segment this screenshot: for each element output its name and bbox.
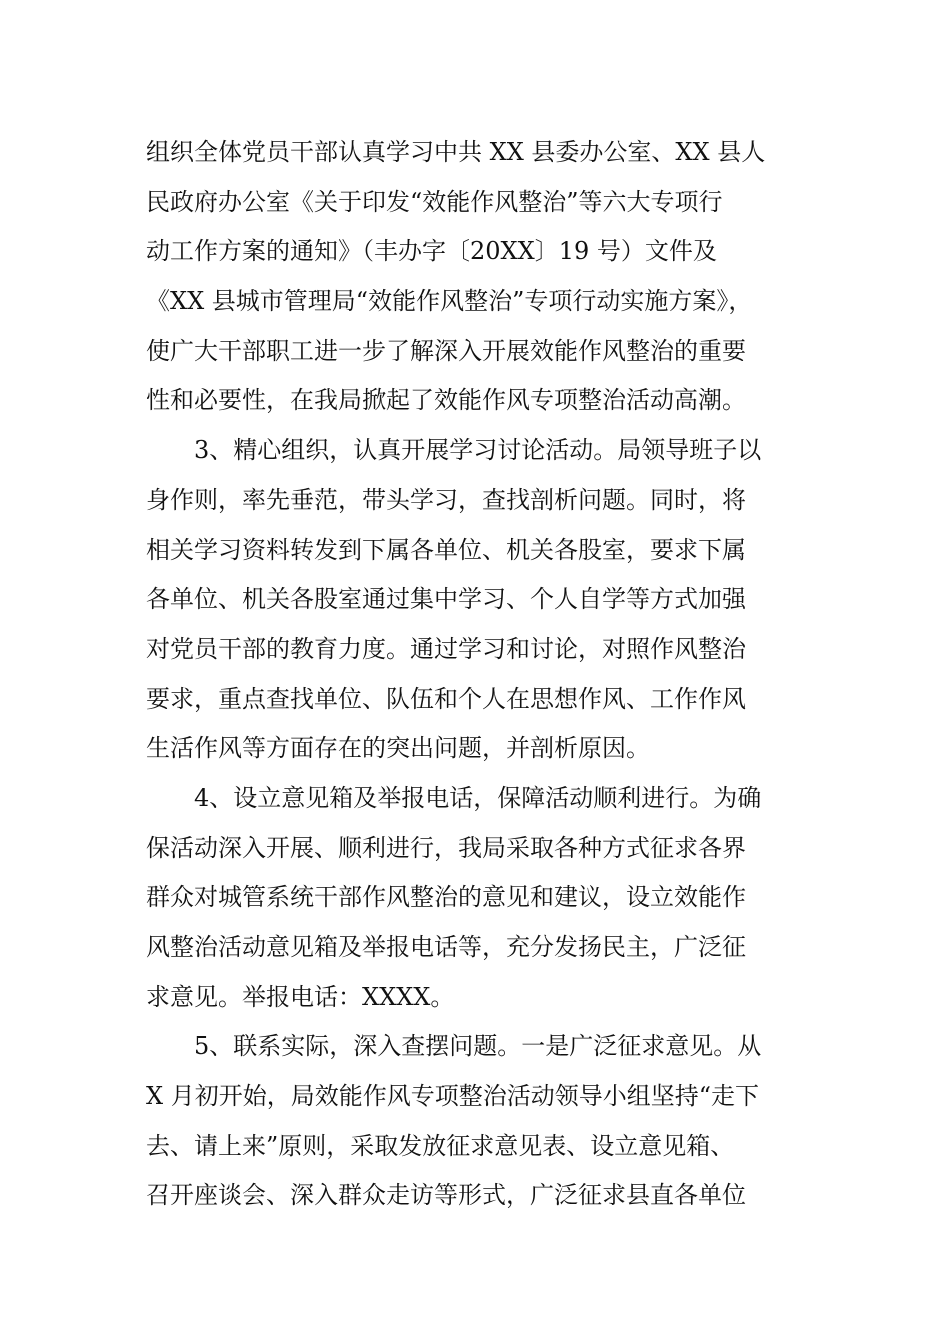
- text-line: 使广大干部职工进一步了解深入开展效能作风整治的重要: [146, 336, 746, 365]
- text-line: 召开座谈会、深入群众走访等形式，广泛征求县直各单位: [146, 1181, 746, 1210]
- text-line: 身作则，率先垂范，带头学习，查找剖析问题。同时，将: [146, 485, 746, 514]
- paragraph-4-heading-line: 4、设立意见箱及举报电话，保障活动顺利进行。为确: [194, 783, 762, 812]
- text-line: 《XX 县城市管理局“效能作风整治”专项行动实施方案》，: [146, 287, 753, 316]
- text-line: 相关学习资料转发到下属各单位、机关各股室，要求下属: [146, 535, 746, 564]
- text-line: X 月初开始，局效能作风专项整治活动领导小组坚持“走下: [146, 1082, 759, 1111]
- text-line: 保活动深入开展、顺利进行，我局采取各种方式征求各界: [146, 833, 746, 862]
- paragraph-3-heading-line: 3、精心组织，认真开展学习讨论活动。局领导班子以: [194, 436, 762, 465]
- text-line: 动工作方案的通知》（丰办字〔20XX〕19 号）文件及: [146, 237, 717, 266]
- document-body: [146, 128, 826, 1221]
- text-line: 生活作风等方面存在的突出问题，并剖析原因。: [146, 734, 650, 763]
- text-line: 求意见。举报电话：XXXX。: [146, 982, 455, 1011]
- text-line: 风整治活动意见箱及举报电话等，充分发扬民主，广泛征: [146, 933, 746, 961]
- text-line: 对党员干部的教育力度。通过学习和讨论，对照作风整治: [146, 634, 746, 663]
- text-line: 各单位、机关各股室通过集中学习、个人自学等方式加强: [146, 585, 746, 614]
- text-line: 组织全体党员干部认真学习中共 XX 县委办公室、XX 县人: [146, 138, 766, 166]
- paragraph-5-heading-line: 5、联系实际，深入查摆问题。一是广泛征求意见。从: [194, 1032, 762, 1061]
- text-line: 民政府办公室《关于印发“效能作风整治”等六大专项行: [146, 187, 723, 216]
- text-line: 要求，重点查找单位、队伍和个人在思想作风、工作作风: [146, 684, 746, 713]
- text-line: 去、请上来”原则，采取发放征求意见表、设立意见箱、: [146, 1131, 735, 1160]
- text-line: 群众对城管系统干部作风整治的意见和建议，设立效能作: [146, 883, 746, 912]
- text-line: 性和必要性，在我局掀起了效能作风专项整治活动高潮。: [146, 386, 746, 415]
